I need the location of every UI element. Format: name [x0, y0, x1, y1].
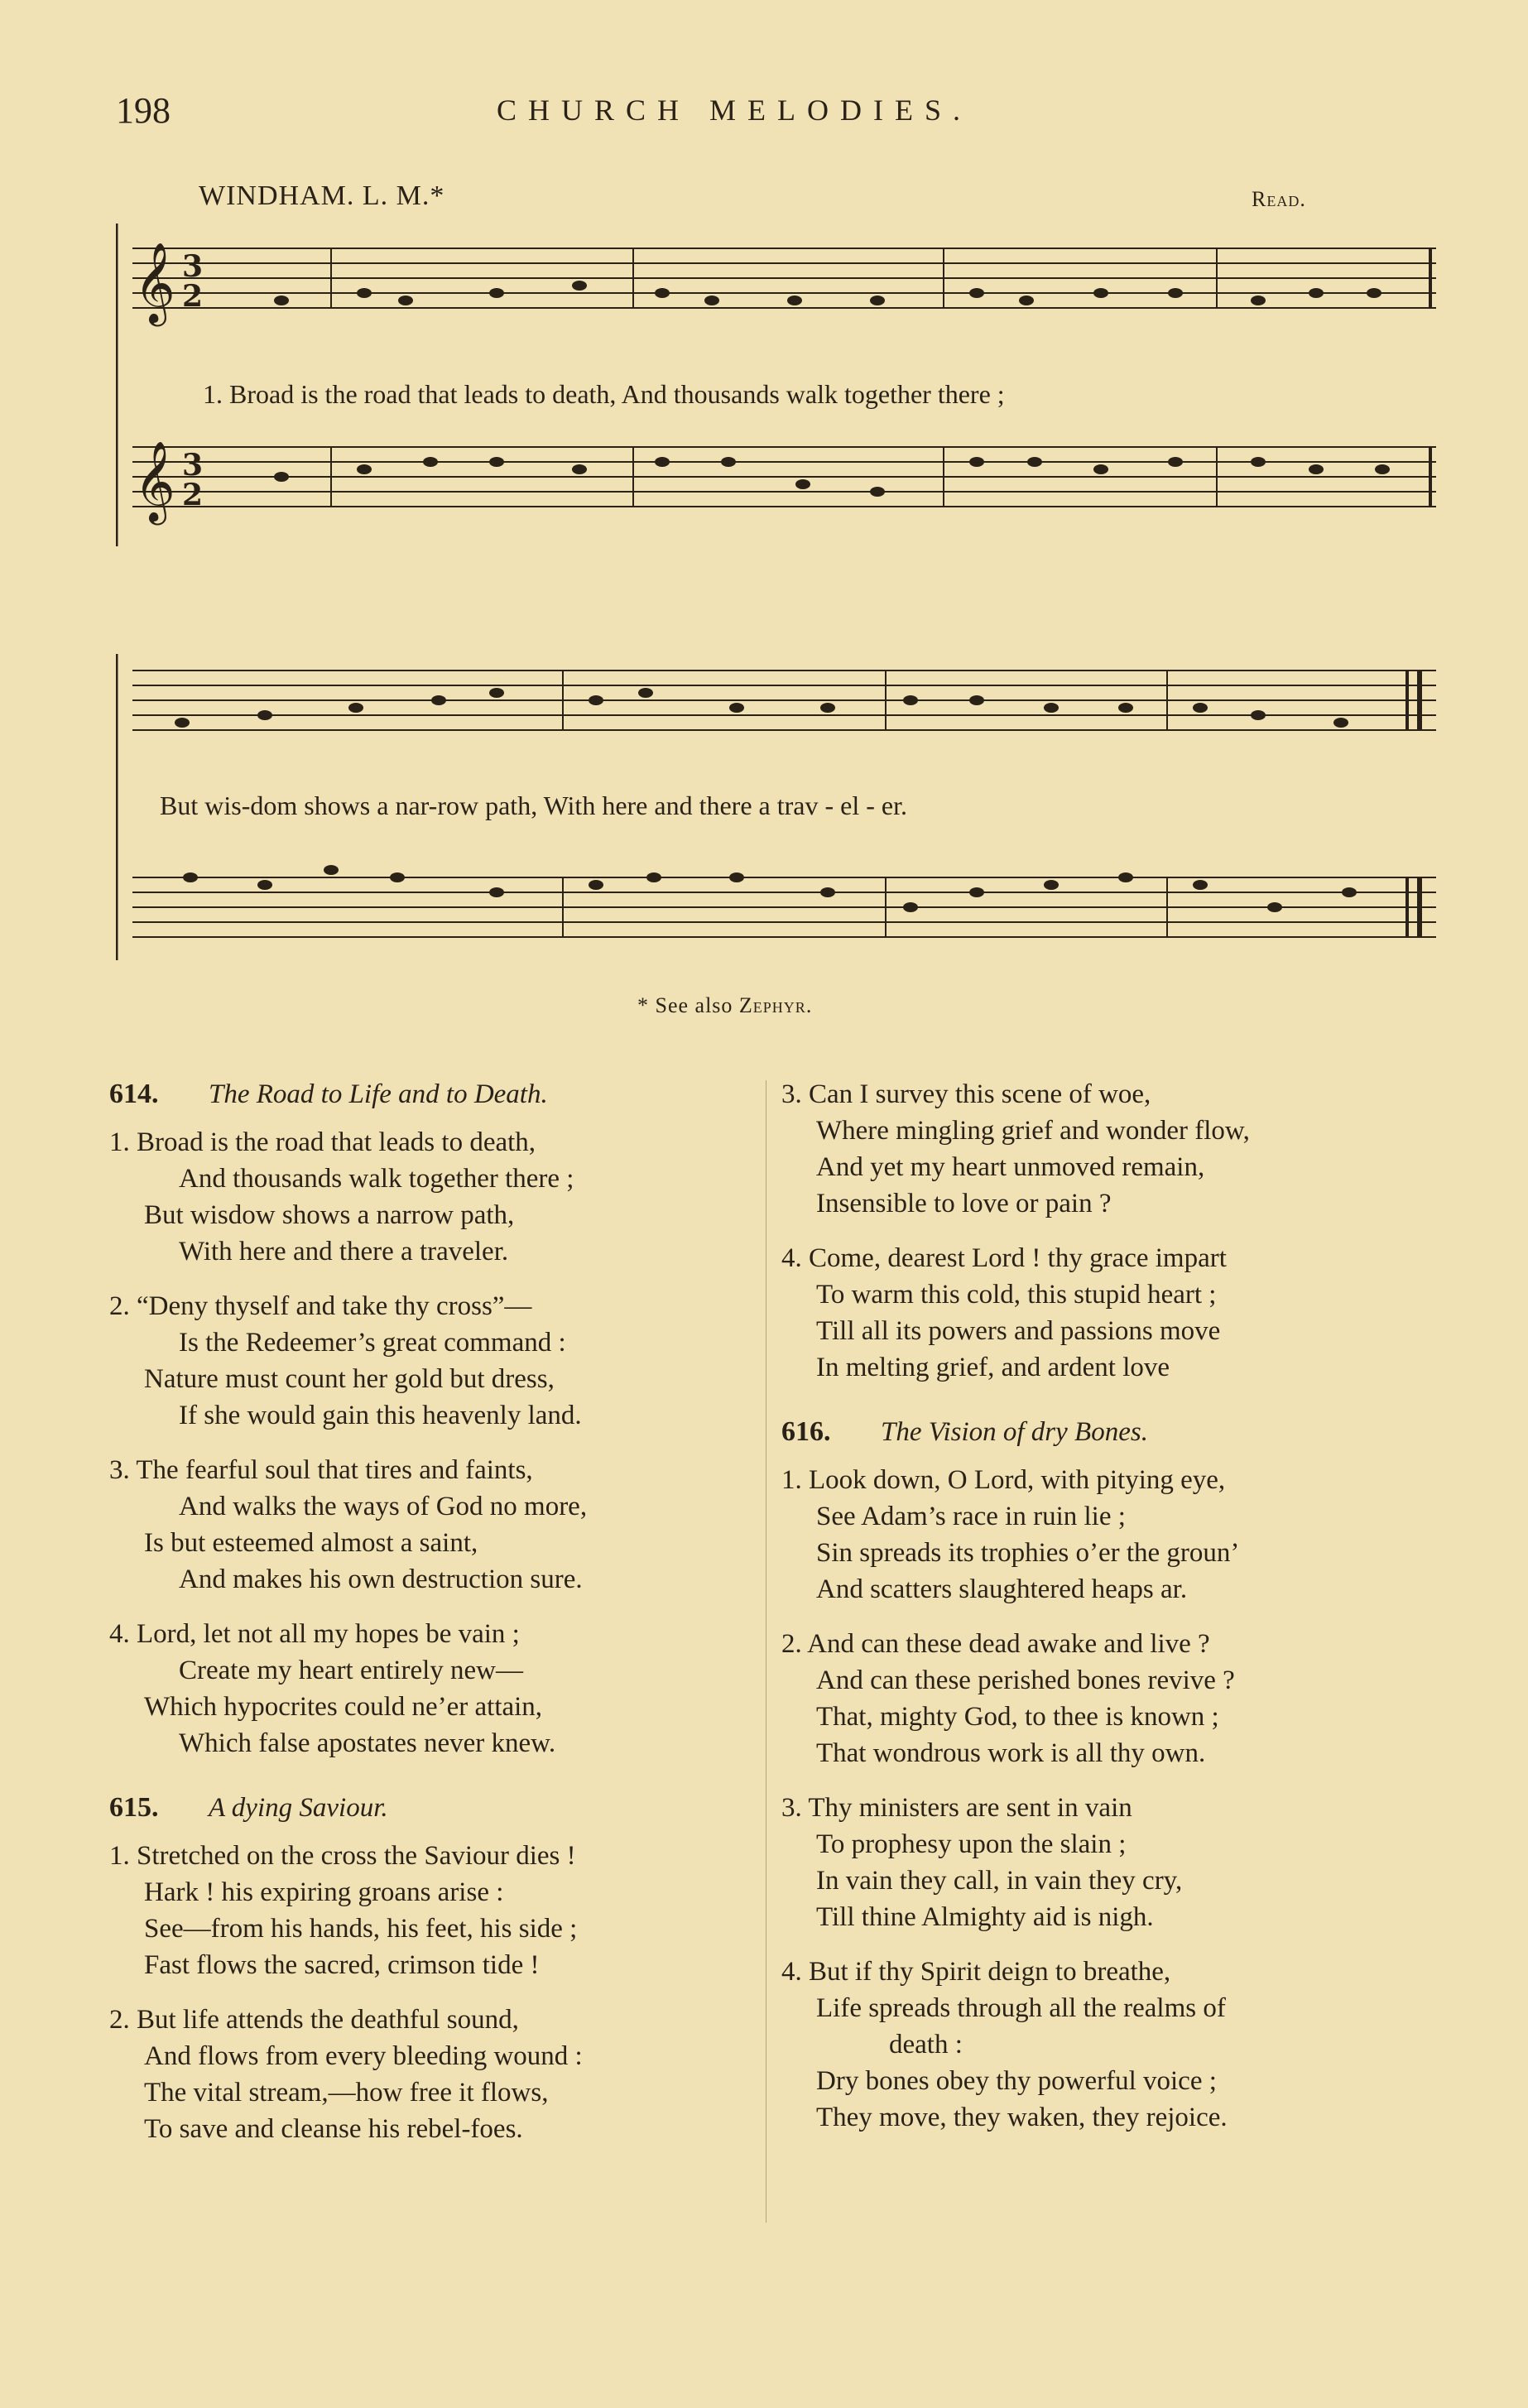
verse-line: See Adam’s race in ruin lie ;: [816, 1502, 1126, 1531]
treble-clef-icon: 𝄞: [134, 242, 175, 323]
verse-line: 1. Look down, O Lord, with pitying eye,: [781, 1465, 1226, 1495]
verse-line: To save and cleanse his rebel-foes.: [144, 2114, 523, 2144]
stanza: [781, 1790, 1444, 1935]
verse-line: Sin spreads its trophies o’er the groun’: [816, 1538, 1240, 1568]
verse-line: Which hypocrites could ne’er attain,: [144, 1692, 543, 1722]
right-column: [781, 1076, 1444, 2164]
stanza: [781, 1462, 1444, 1608]
verse-line: In melting grief, and ardent love: [816, 1353, 1170, 1382]
verse-line: Till thine Almighty aid is nigh.: [816, 1902, 1154, 1932]
hymn-number: 614.: [109, 1079, 159, 1109]
left-column: [109, 1076, 763, 2175]
verse-line: Nature must count her gold but dress,: [144, 1364, 555, 1394]
verse-line: Fast flows the sacred, crimson tide !: [144, 1950, 540, 1980]
verse-line: Life spreads through all the realms of: [816, 1993, 1226, 2023]
svg-text:2: 2: [182, 279, 204, 314]
verse-line: In vain they call, in vain they cry,: [816, 1866, 1183, 1896]
verse-line: Insensible to love or pain ?: [816, 1189, 1112, 1218]
stanza: [781, 1954, 1444, 2136]
stanza: [109, 1124, 763, 1270]
verse-line: With here and there a traveler.: [179, 1237, 509, 1266]
stanza: [781, 1626, 1444, 1771]
verse-line: 3. The fearful soul that tires and faints,: [109, 1455, 533, 1485]
verse-line: 2. But life attends the deathful sound,: [109, 2005, 519, 2035]
verse-line: Where mingling grief and wonder flow,: [816, 1116, 1250, 1146]
stanza: [781, 1076, 1444, 1222]
hymn-title: A dying Saviour.: [209, 1793, 388, 1823]
running-title: CHURCH MELODIES.: [497, 94, 973, 127]
verse-line: Hark ! his expiring groans arise :: [144, 1877, 504, 1907]
verse-line: Is the Redeemer’s great command :: [179, 1328, 566, 1358]
footnote: * See also Zephyr.: [637, 993, 813, 1017]
verse-line: 3. Thy ministers are sent in vain: [781, 1793, 1132, 1823]
svg-text:3: 3: [182, 448, 204, 483]
hymn-614: [109, 1076, 763, 1762]
verse-line: 1. Broad is the road that leads to death,: [109, 1127, 536, 1157]
verse-line: Till all its powers and passions move: [816, 1316, 1221, 1346]
verse-line: And can these perished bones revive ?: [816, 1665, 1235, 1695]
verse-line: And flows from every bleeding wound :: [144, 2041, 583, 2071]
verse-line: But wisdow shows a narrow path,: [144, 1200, 515, 1230]
verse-line: Which false apostates never knew.: [179, 1728, 556, 1758]
hymn-title: The Road to Life and to Death.: [209, 1079, 548, 1109]
verse-line: If she would gain this heavenly land.: [179, 1401, 582, 1430]
verse-line: And thousands walk together there ;: [179, 1164, 574, 1194]
verse-line: 4. Lord, let not all my hopes be vain ;: [109, 1619, 520, 1649]
bass-staff: [132, 447, 1436, 507]
svg-text:3: 3: [182, 249, 204, 284]
tune-name: WINDHAM. L. M.*: [199, 180, 445, 211]
stanza: [109, 1838, 763, 1983]
verse-line: 2. And can these dead awake and live ?: [781, 1629, 1210, 1659]
verse-line: death :: [889, 2030, 963, 2060]
hymn-615: [109, 1790, 763, 2147]
verse-line: 3. Can I survey this scene of woe,: [781, 1079, 1151, 1109]
hymn-615-continued: [781, 1076, 1444, 1386]
hymn-616: [781, 1414, 1444, 2136]
treble-staff: [132, 248, 1436, 308]
verse-line: The vital stream,—how free it flows,: [144, 2078, 549, 2108]
verse-line: 4. Come, dearest Lord ! thy grace impart: [781, 1243, 1227, 1273]
stanza: [109, 1288, 763, 1434]
verse-line: To prophesy upon the slain ;: [816, 1829, 1127, 1859]
lyrics-line-2: But wis-dom shows a nar-row path, With here and there a trav - el - er.: [160, 791, 907, 820]
hymn-number: 616.: [781, 1416, 831, 1447]
verse-line: And makes his own destruction sure.: [179, 1564, 583, 1594]
verse-line: To warm this cold, this stupid heart ;: [816, 1280, 1217, 1310]
verse-line: Dry bones obey thy powerful voice ;: [816, 2066, 1217, 2096]
stanza: [109, 2002, 763, 2147]
verse-line: 2. “Deny thyself and take thy cross”—: [109, 1291, 532, 1321]
svg-text:2: 2: [182, 478, 204, 512]
verse-line: They move, they waken, they rejoice.: [816, 2103, 1228, 2132]
page-number: 198: [116, 90, 171, 131]
verse-line: And walks the ways of God no more,: [179, 1492, 588, 1521]
hymn-title: The Vision of dry Bones.: [881, 1417, 1148, 1447]
verse-line: And yet my heart unmoved remain,: [816, 1152, 1205, 1182]
verse-line: 4. But if thy Spirit deign to breathe,: [781, 1957, 1171, 1987]
tune-composer: Read.: [1252, 187, 1306, 211]
stanza: [109, 1452, 763, 1598]
stanza: [781, 1240, 1444, 1386]
hymn-number: 615.: [109, 1792, 159, 1823]
verse-line: 1. Stretched on the cross the Saviour dies !: [109, 1841, 576, 1871]
lyrics-line-1: 1. Broad is the road that leads to death, And thousands walk together there ;: [203, 379, 1005, 409]
verse-line: That wondrous work is all thy own.: [816, 1738, 1206, 1768]
verse-line: Is but esteemed almost a saint,: [144, 1528, 478, 1558]
verse-line: Create my heart entirely new—: [179, 1656, 523, 1685]
treble-clef-icon: 𝄞: [134, 440, 175, 521]
stanza: [109, 1616, 763, 1762]
verse-line: And scatters slaughtered heaps ar.: [816, 1574, 1188, 1604]
verse-line: See—from his hands, his feet, his side ;: [144, 1914, 578, 1944]
verse-line: That, mighty God, to thee is known ;: [816, 1702, 1219, 1732]
